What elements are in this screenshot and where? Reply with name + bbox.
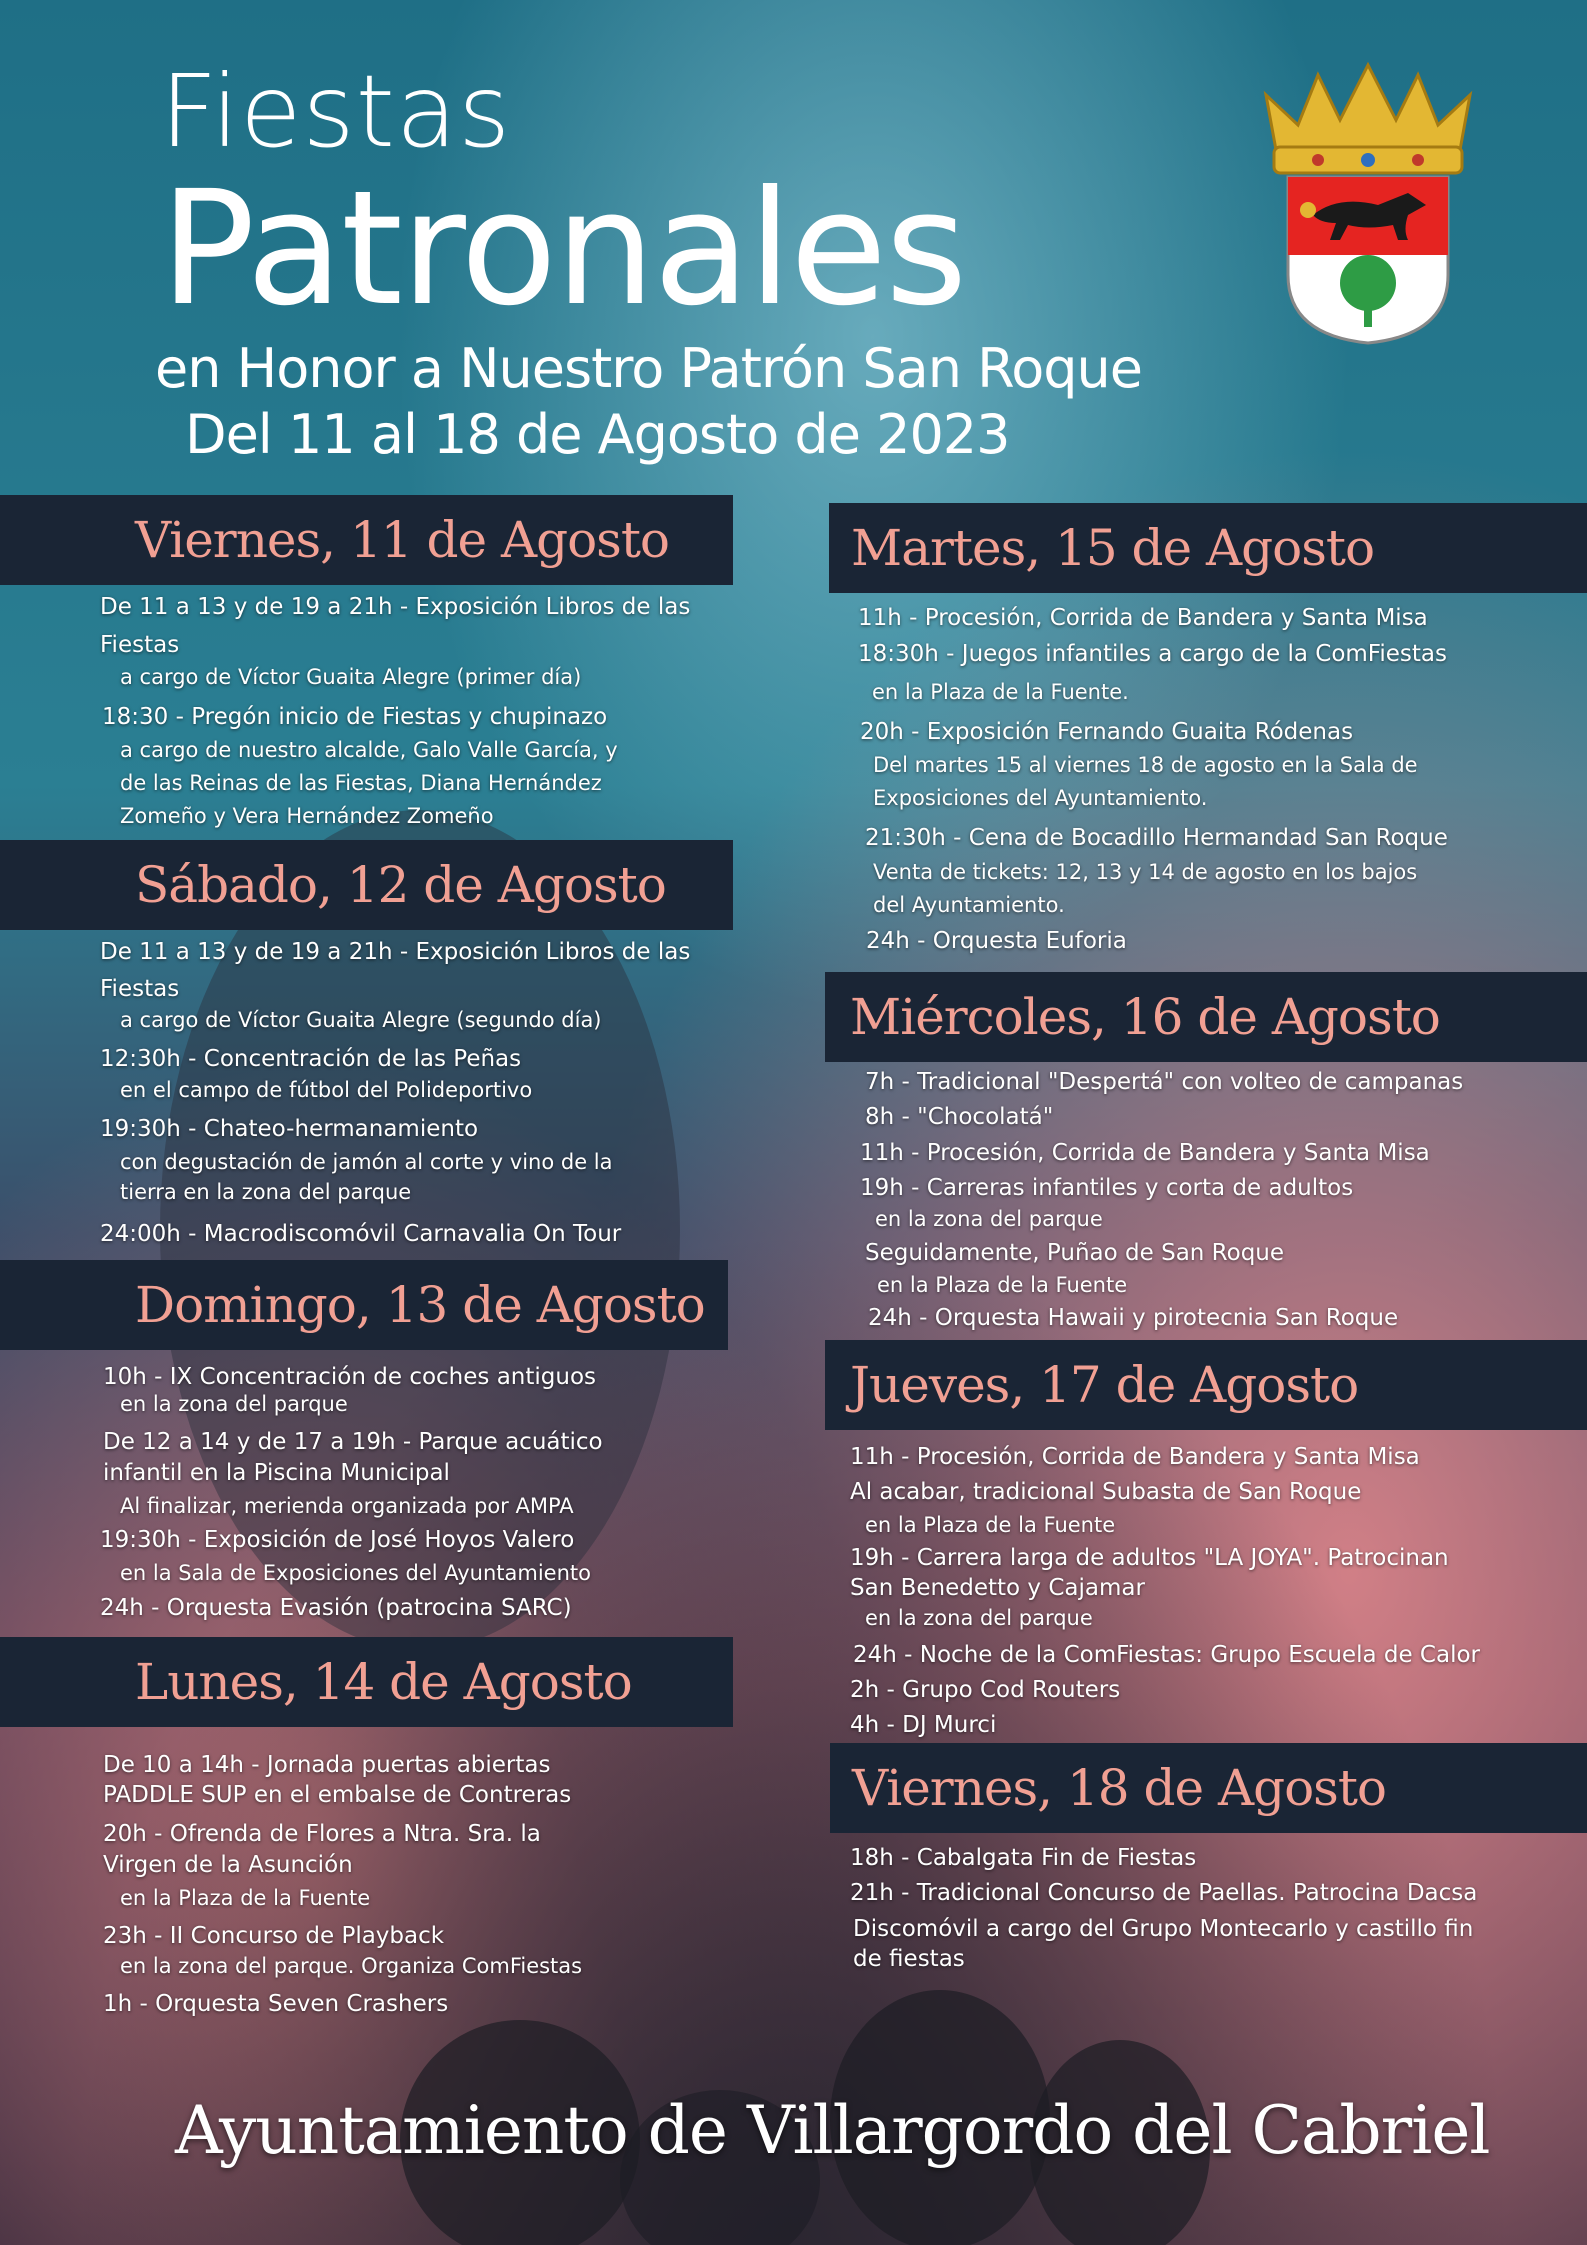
event-line: Seguidamente, Puñao de San Roque	[865, 1240, 1285, 1266]
event-detail: en la Plaza de la Fuente	[120, 1886, 371, 1910]
event-line: Virgen de la Asunción	[103, 1852, 353, 1878]
event-line: 24h - Noche de la ComFiestas: Grupo Escuela de Calor	[853, 1642, 1481, 1668]
event-line: 19:30h - Chateo-hermanamiento	[100, 1116, 479, 1142]
event-detail: Al finalizar, merienda organizada por AMPA	[120, 1494, 574, 1518]
event-line: 19h - Carreras infantiles y corta de adultos	[860, 1175, 1354, 1201]
event-detail: con degustación de jamón al corte y vino de la	[120, 1150, 613, 1174]
event-line: 12:30h - Concentración de las Peñas	[100, 1046, 522, 1072]
event-line: Fiestas	[100, 976, 180, 1002]
event-detail: en la zona del parque	[875, 1207, 1103, 1231]
event-detail: tierra en la zona del parque	[120, 1180, 412, 1204]
event-detail: Exposiciones del Ayuntamiento.	[873, 786, 1208, 810]
event-detail: en el campo de fútbol del Polideportivo	[120, 1078, 533, 1102]
event-detail: Zomeño y Vera Hernández Zomeño	[120, 804, 494, 828]
day-title: Lunes, 14 de Agosto	[135, 1653, 632, 1711]
event-line: 1h - Orquesta Seven Crashers	[103, 1991, 449, 2017]
event-detail: a cargo de nuestro alcalde, Galo Valle García, y	[120, 738, 618, 762]
day-title: Jueves, 17 de Agosto	[850, 1356, 1359, 1414]
day-header-sabado-12	[0, 840, 733, 930]
event-line: 11h - Procesión, Corrida de Bandera y Santa Misa	[858, 605, 1428, 631]
event-line: 24:00h - Macrodiscomóvil Carnavalia On Tour	[100, 1221, 622, 1247]
event-line: 21:30h - Cena de Bocadillo Hermandad San Roque	[865, 825, 1448, 851]
coat-of-arms-icon	[1258, 55, 1478, 345]
event-detail: en la Plaza de la Fuente	[865, 1513, 1116, 1537]
event-line: 7h - Tradicional "Despertá" con volteo de campanas	[865, 1069, 1464, 1095]
day-title: Sábado, 12 de Agosto	[135, 856, 666, 914]
event-line: 11h - Procesión, Corrida de Bandera y Santa Misa	[850, 1444, 1420, 1470]
footer-organizer: Ayuntamiento de Villargordo del Cabriel	[175, 2092, 1490, 2169]
event-detail: en la zona del parque	[120, 1392, 348, 1416]
event-line: 20h - Ofrenda de Flores a Ntra. Sra. la	[103, 1821, 541, 1847]
event-line: de fiestas	[853, 1946, 965, 1972]
event-detail: a cargo de Víctor Guaita Alegre (segundo día)	[120, 1008, 602, 1032]
day-title: Miércoles, 16 de Agosto	[850, 988, 1440, 1046]
event-detail: en la Plaza de la Fuente.	[872, 680, 1129, 704]
event-line: PADDLE SUP en el embalse de Contreras	[103, 1782, 572, 1808]
event-detail: del Ayuntamiento.	[873, 893, 1065, 917]
date-range: Del 11 al 18 de Agosto de 2023	[185, 403, 1010, 466]
event-detail: en la zona del parque	[865, 1606, 1093, 1630]
event-detail: Del martes 15 al viernes 18 de agosto en la Sala de	[873, 753, 1418, 777]
event-detail: en la Sala de Exposiciones del Ayuntamiento	[120, 1561, 591, 1585]
day-title: Viernes, 11 de Agosto	[135, 511, 670, 569]
event-line: De 11 a 13 y de 19 a 21h - Exposición Libros de las	[100, 939, 691, 965]
day-title: Viernes, 18 de Agosto	[852, 1759, 1387, 1817]
event-line: Discomóvil a cargo del Grupo Montecarlo y castillo fin	[853, 1916, 1474, 1942]
event-line: 11h - Procesión, Corrida de Bandera y Santa Misa	[860, 1140, 1430, 1166]
event-detail: Venta de tickets: 12, 13 y 14 de agosto en los bajos	[873, 860, 1418, 884]
event-line: De 12 a 14 y de 17 a 19h - Parque acuático	[103, 1429, 603, 1455]
event-line: 4h - DJ Murci	[850, 1712, 997, 1738]
day-header-martes-15	[829, 503, 1587, 593]
event-line: 24h - Orquesta Hawaii y pirotecnia San Roque	[868, 1305, 1399, 1331]
event-line: 20h - Exposición Fernando Guaita Ródenas	[860, 719, 1354, 745]
event-line: 23h - II Concurso de Playback	[103, 1923, 445, 1949]
event-line: 19:30h - Exposición de José Hoyos Valero	[100, 1527, 575, 1553]
event-detail: en la zona del parque. Organiza ComFiestas	[120, 1954, 583, 1978]
event-detail: de las Reinas de las Fiestas, Diana Hernández	[120, 771, 602, 795]
day-header-domingo-13	[0, 1260, 728, 1350]
day-header-viernes-11	[0, 495, 733, 585]
day-header-miercoles-16	[825, 972, 1587, 1062]
event-detail: en la Plaza de la Fuente	[877, 1273, 1128, 1297]
event-line: Al acabar, tradicional Subasta de San Roque	[850, 1479, 1362, 1505]
event-line: 19h - Carrera larga de adultos "LA JOYA". Patrocinan	[850, 1545, 1449, 1571]
subtitle: en Honor a Nuestro Patrón San Roque	[155, 337, 1142, 400]
event-line: 18h - Cabalgata Fin de Fiestas	[850, 1845, 1197, 1871]
day-header-lunes-14	[0, 1637, 733, 1727]
title-line-1: Fiestas	[160, 53, 512, 170]
event-line: 10h - IX Concentración de coches antiguos	[103, 1364, 597, 1390]
event-detail: a cargo de Víctor Guaita Alegre (primer día)	[120, 665, 582, 689]
title-line-2: Patronales	[160, 157, 966, 341]
event-line: 18:30 - Pregón inicio de Fiestas y chupinazo	[102, 704, 608, 730]
event-line: 18:30h - Juegos infantiles a cargo de la ComFiestas	[858, 641, 1447, 667]
event-line: De 11 a 13 y de 19 a 21h - Exposición Libros de las	[100, 594, 691, 620]
day-title: Domingo, 13 de Agosto	[135, 1276, 705, 1334]
event-line: infantil en la Piscina Municipal	[103, 1460, 450, 1486]
event-line: 8h - "Chocolatá"	[865, 1104, 1054, 1130]
event-line: San Benedetto y Cajamar	[850, 1575, 1145, 1601]
event-line: 24h - Orquesta Euforia	[866, 928, 1127, 954]
day-header-jueves-17	[825, 1340, 1587, 1430]
event-line: Fiestas	[100, 632, 180, 658]
event-line: De 10 a 14h - Jornada puertas abiertas	[103, 1752, 551, 1778]
event-line: 2h - Grupo Cod Routers	[850, 1677, 1121, 1703]
event-line: 24h - Orquesta Evasión (patrocina SARC)	[100, 1595, 572, 1621]
day-header-viernes-18	[830, 1743, 1587, 1833]
day-title: Martes, 15 de Agosto	[851, 519, 1375, 577]
crown-icon	[1266, 65, 1470, 173]
event-line: 21h - Tradicional Concurso de Paellas. Patrocina Dacsa	[850, 1880, 1478, 1906]
